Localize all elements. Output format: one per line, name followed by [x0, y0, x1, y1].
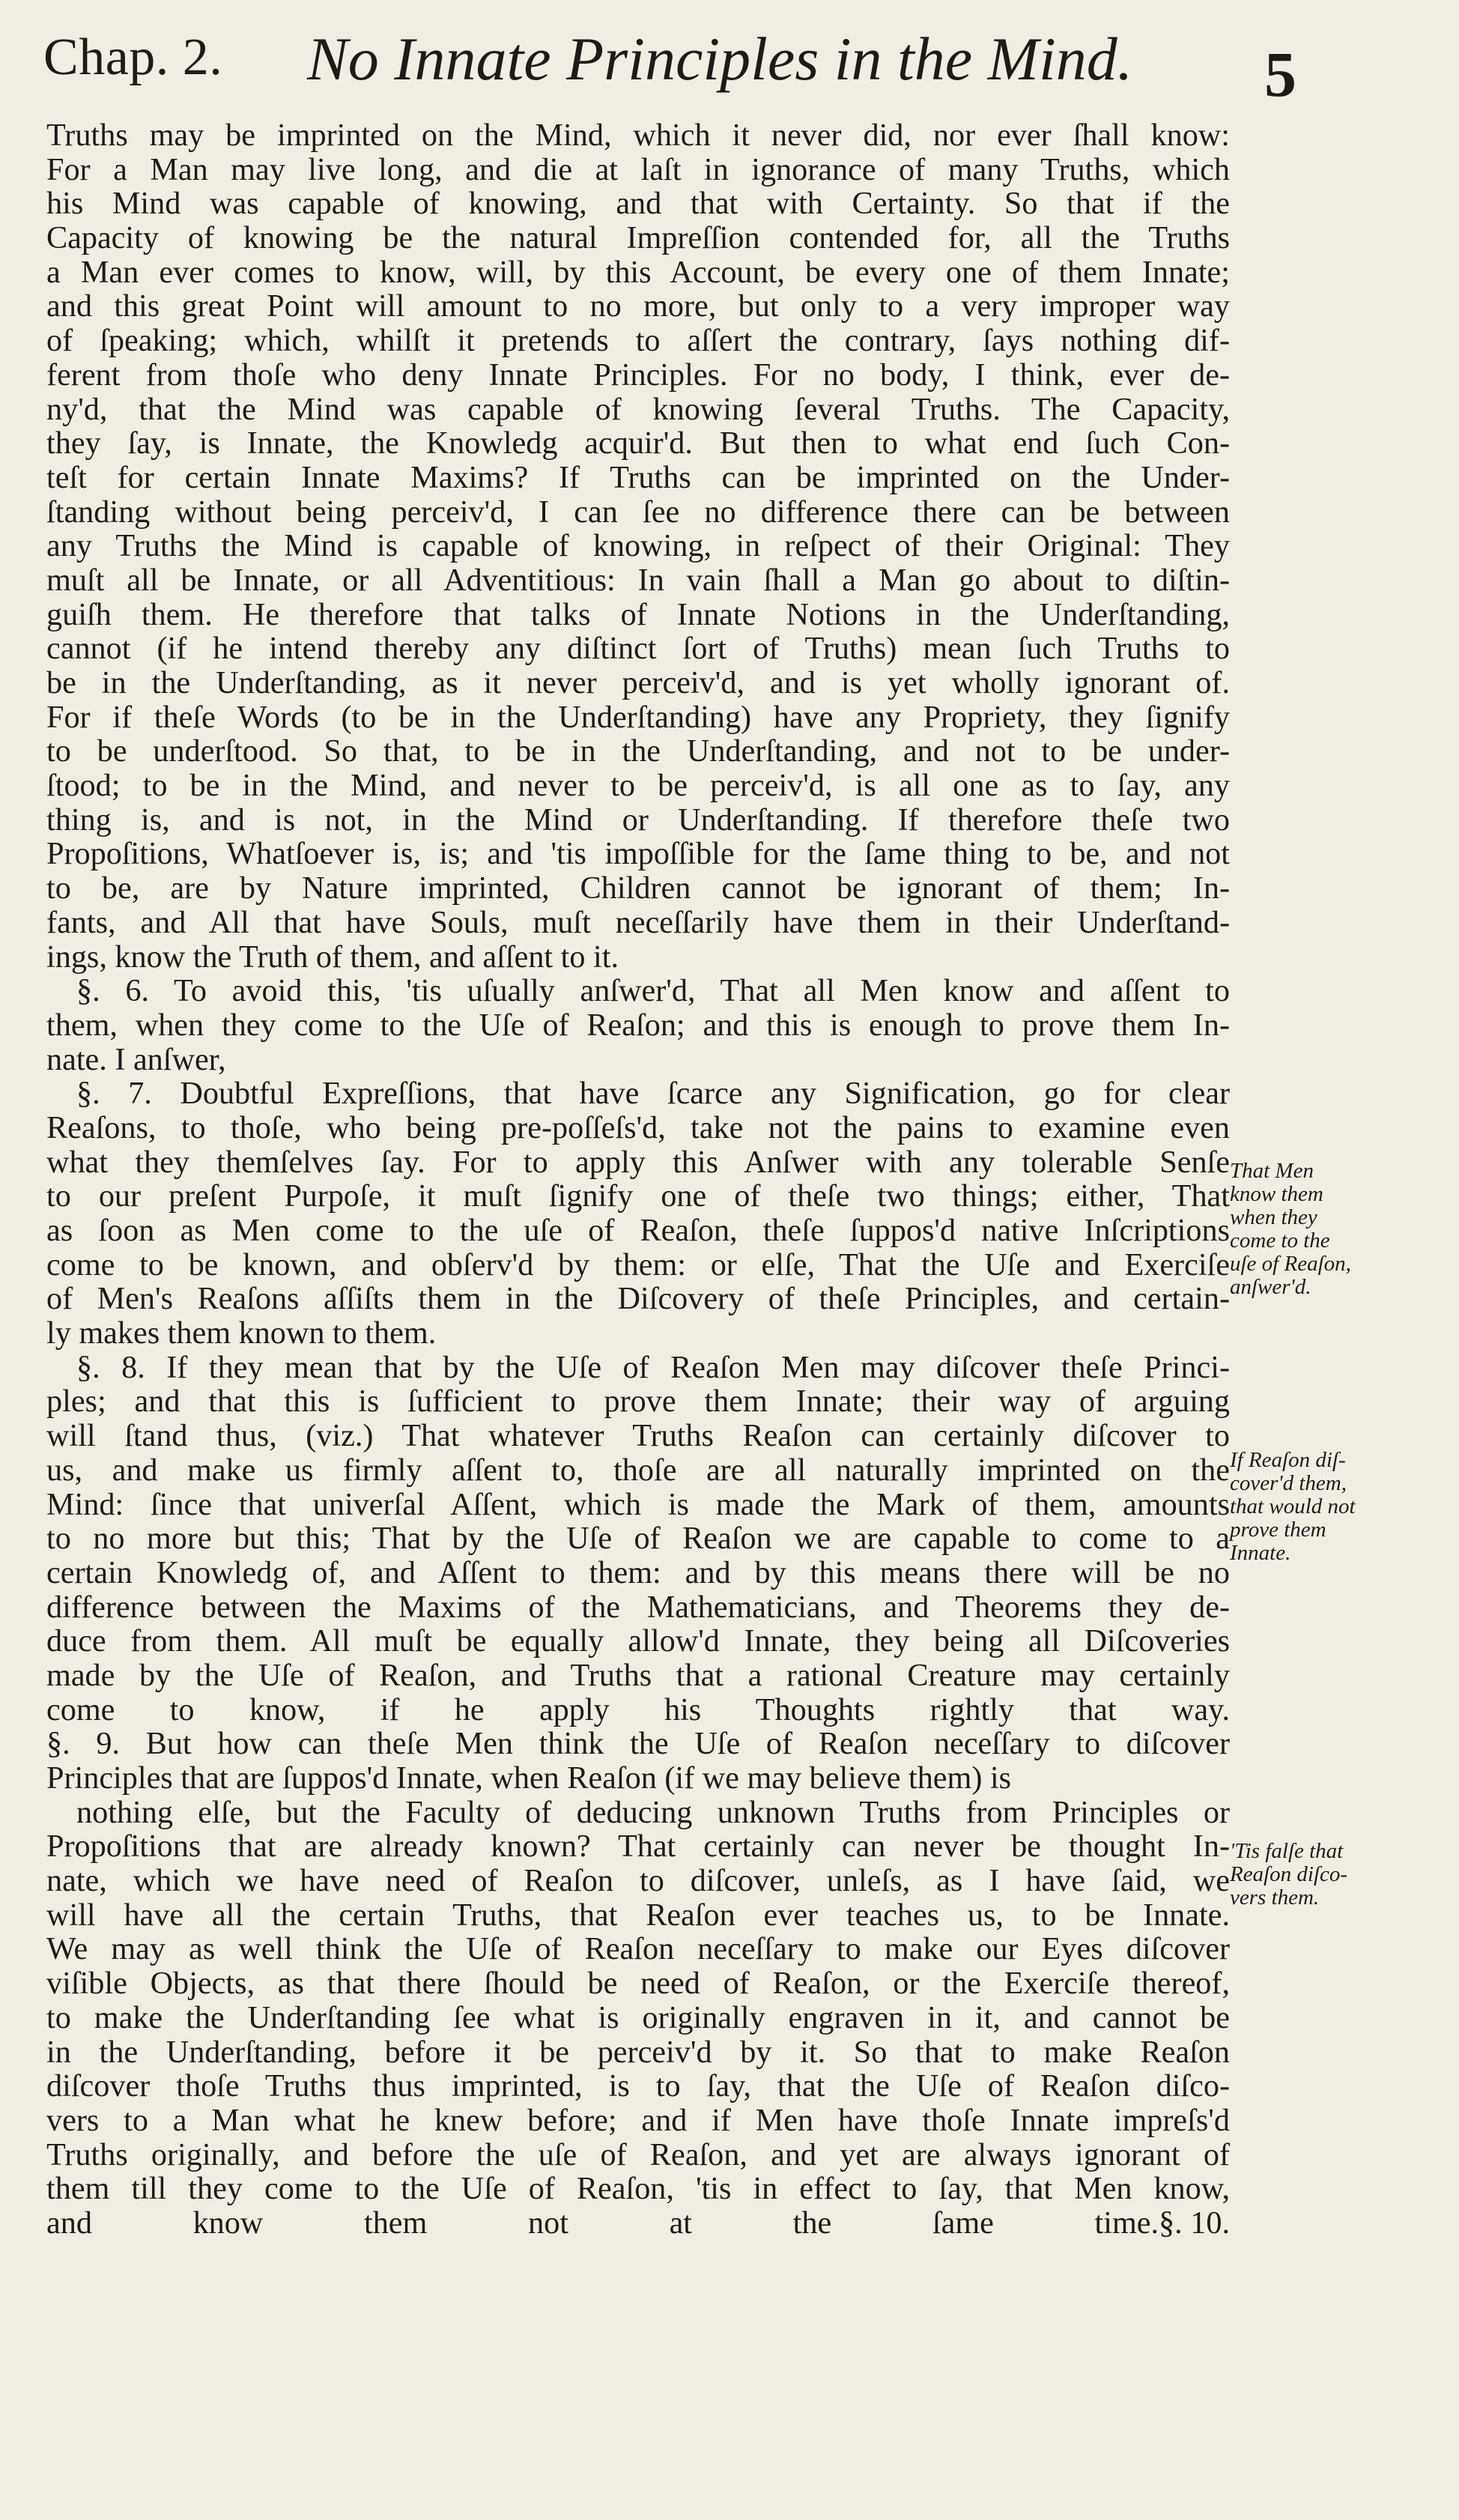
- text-line: viſible Objects, as that there ſhould be need of Reaſon, or the Exerciſe thereof,: [46, 1966, 1230, 2002]
- text-line: to make the Underſtanding ſee what is originally engraven in it, and cannot be: [46, 1999, 1230, 2035]
- text-line: fants, and All that have Souls, muſt neceſſarily have them in their Underſtand-: [46, 904, 1230, 940]
- margin-note-line: anſwer'd.: [1230, 1275, 1311, 1299]
- text-line: ny'd, that the Mind was capable of knowing ſeveral Truths. The Capacity,: [46, 391, 1230, 427]
- text-line: nate, which we have need of Reaſon to diſcover, unleſs, as I have ſaid, we: [46, 1863, 1230, 1899]
- margin-note-line: uſe of Reaſon,: [1230, 1252, 1351, 1276]
- text-line: teſt for certain Innate Maxims? If Truths can be imprinted on the Under-: [46, 459, 1230, 495]
- text-line: ings, know the Truth of them, and aſſent to it.: [46, 939, 619, 975]
- text-line: them, when they come to the Uſe of Reaſon; and this is enough to prove them In-: [46, 1007, 1230, 1043]
- text-line: muſt all be Innate, or all Adventitious: In vain ſhall a Man go about to diſtin-: [46, 562, 1230, 598]
- text-line: to our preſent Purpoſe, it muſt ſignify one of theſe two things; either, That: [46, 1178, 1230, 1214]
- margin-note-line: 'Tis falſe that: [1230, 1839, 1344, 1863]
- margin-note-line: If Reaſon diſ-: [1230, 1448, 1346, 1472]
- text-line: Truths originally, and before the uſe of Reaſon, and yet are always ignorant of: [46, 2136, 1230, 2172]
- text-line: a Man ever comes to know, will, by this Account, be every one of them Innate;: [46, 254, 1230, 290]
- running-title: No Innate Principles in the Mind.: [307, 25, 1133, 93]
- chapter-label: Chap. 2.: [43, 28, 223, 86]
- text-line: come to be known, and obſerv'd by them: or elſe, That the Uſe and Exerciſe: [46, 1247, 1230, 1282]
- text-line: ſtood; to be in the Mind, and never to be perceiv'd, is all one as to ſay, any: [46, 768, 1230, 804]
- text-line: Principles that are ſuppos'd Innate, when Reaſon (if we may believe them) is: [46, 1760, 1012, 1796]
- body-text: [46, 118, 1230, 2241]
- text-line: cannot (if he intend thereby any diſtinct ſort of Truths) mean ſuch Truths to: [46, 631, 1230, 667]
- text-line: us, and make us firmly aſſent to, thoſe are all naturally imprinted on the: [46, 1452, 1230, 1488]
- text-line: and this great Point will amount to no more, but only to a very improper way: [46, 288, 1230, 324]
- text-line: §. 9. But how can theſe Men think the Uſe of Reaſon neceſſary to diſcover: [46, 1726, 1230, 1762]
- text-line: any Truths the Mind is capable of knowing, in reſpect of their Original: They: [46, 528, 1230, 564]
- text-line: ly makes them known to them.: [46, 1315, 437, 1351]
- text-line: nothing elſe, but the Faculty of deducing unknown Truths from Principles or: [76, 1794, 1230, 1830]
- text-line: to no more but this; That by the Uſe of Reaſon we are capable to come to a: [46, 1521, 1230, 1557]
- margin-note-line: know them: [1230, 1182, 1323, 1206]
- catchword: §. 10.: [1159, 2205, 1230, 2241]
- text-line: Capacity of knowing be the natural Impreſſion contended for, all the Truths: [46, 220, 1230, 256]
- text-line: We may as well think the Uſe of Reaſon neceſſary to make our Eyes diſcover: [46, 1931, 1230, 1967]
- margin-note-1: [1230, 1160, 1440, 1299]
- margin-note-line: when they: [1230, 1205, 1317, 1229]
- text-line: come to know, if he apply his Thoughts rightly that way.: [46, 1691, 1230, 1727]
- text-line: difference between the Maxims of the Mathematicians, and Theorems they de-: [46, 1589, 1230, 1625]
- text-line: of Men's Reaſons aſſiſts them in the Diſcovery of theſe Principles, and certain-: [46, 1281, 1230, 1317]
- text-line: §. 6. To avoid this, 'tis uſually anſwer'd, That all Men know and aſſent to: [76, 973, 1230, 1009]
- text-line: Propoſitions that are already known? That certainly can never be thought In-: [46, 1829, 1230, 1865]
- margin-note-line: That Men: [1230, 1159, 1314, 1183]
- text-line: of ſpeaking; which, whilſt it pretends to aſſert the contrary, ſays nothing dif-: [46, 323, 1230, 359]
- text-line: Propoſitions, Whatſoever is, is; and 'tis impoſſible for the ſame thing to be, and not: [46, 836, 1230, 872]
- text-line: duce from them. All muſt be equally allow'd Innate, they being all Diſcoveries: [46, 1623, 1230, 1659]
- text-line: guiſh them. He therefore that talks of Innate Notions in the Underſtanding,: [46, 596, 1230, 632]
- text-line: his Mind was capable of knowing, and that with Certainty. So that if the: [46, 186, 1230, 222]
- text-line: to be underſtood. So that, to be in the Underſtanding, and not to be under-: [46, 733, 1230, 769]
- text-line: Reaſons, to thoſe, who being pre-poſſeſs'd, take not the pains to examine even: [46, 1109, 1230, 1145]
- text-line: §. 7. Doubtful Expreſſions, that have ſcarce any Signification, go for clear: [76, 1076, 1230, 1112]
- text-line: Mind: ſince that univerſal Aſſent, which is made the Mark of them, amounts: [46, 1486, 1230, 1522]
- margin-note-line: come to the: [1230, 1229, 1330, 1253]
- text-line: will have all the certain Truths, that Reaſon ever teaches us, to be Innate.: [46, 1897, 1230, 1933]
- text-line: made by the Uſe of Reaſon, and Truths that a rational Creature may certainly: [46, 1657, 1230, 1693]
- text-line: nate. I anſwer,: [46, 1041, 226, 1077]
- text-line: what they themſelves ſay. For to apply this Anſwer with any tolerable Senſe: [46, 1144, 1230, 1180]
- text-line: in the Underſtanding, before it be perceiv'd by it. So that to make Reaſon: [46, 2034, 1230, 2070]
- text-line: thing is, and is not, in the Mind or Underſtanding. If therefore theſe two: [46, 802, 1230, 838]
- margin-note-line: Reaſon diſco-: [1230, 1862, 1348, 1886]
- margin-note-2: [1230, 1449, 1440, 1565]
- margin-note-line: cover'd them,: [1230, 1471, 1347, 1495]
- text-line: ferent from thoſe who deny Innate Principles. For no body, I think, ever de-: [46, 357, 1230, 393]
- margin-note-line: prove them: [1230, 1518, 1326, 1542]
- text-line: ſtanding without being perceiv'd, I can ſee no difference there can be between: [46, 494, 1230, 530]
- margin-note-line: Innate.: [1230, 1541, 1291, 1565]
- text-line: be in the Underſtanding, as it never perceiv'd, and is yet wholly ignorant of.: [46, 665, 1230, 700]
- text-line: them till they come to the Uſe of Reaſon, 'tis in effect to ſay, that Men know,: [46, 2171, 1230, 2207]
- text-line: ples; and that this is ſufficient to prove them Innate; their way of arguing: [46, 1384, 1230, 1420]
- page-number: 5: [1264, 38, 1296, 110]
- text-line: and know them not at the ſame time. §. 10.: [46, 2205, 1230, 2241]
- text-line: they ſay, is Innate, the Knowledg acquir'd. But then to what end ſuch Con-: [46, 425, 1230, 461]
- text-line: Truths may be imprinted on the Mind, which it never did, nor ever ſhall know:: [46, 118, 1230, 153]
- text-line: as ſoon as Men come to the uſe of Reaſon, theſe ſuppos'd native Inſcriptions: [46, 1213, 1230, 1248]
- margin-note-line: that would not: [1230, 1494, 1356, 1518]
- text-line: vers to a Man what he knew before; and if Men have thoſe Innate impreſs'd: [46, 2102, 1230, 2138]
- text-line: diſcover thoſe Truths thus imprinted, is to ſay, that the Uſe of Reaſon diſco-: [46, 2068, 1230, 2104]
- text-line: For if theſe Words (to be in the Underſtanding) have any Propriety, they ſignify: [46, 699, 1230, 735]
- margin-note-line: vers them.: [1230, 1886, 1320, 1909]
- text-line: For a Man may live long, and die at laſt in ignorance of many Truths, which: [46, 151, 1230, 187]
- text-line: §. 8. If they mean that by the Uſe of Reaſon Men may diſcover theſe Princi-: [76, 1349, 1230, 1385]
- text-line: to be, are by Nature imprinted, Children cannot be ignorant of them; In-: [46, 870, 1230, 906]
- margin-note-3: [1230, 1840, 1440, 1909]
- page-header: [0, 0, 1459, 120]
- text-line: will ſtand thus, (viz.) That whatever Truths Reaſon can certainly diſcover to: [46, 1418, 1230, 1454]
- text-line: certain Knowledg of, and Aſſent to them: and by this means there will be no: [46, 1554, 1230, 1590]
